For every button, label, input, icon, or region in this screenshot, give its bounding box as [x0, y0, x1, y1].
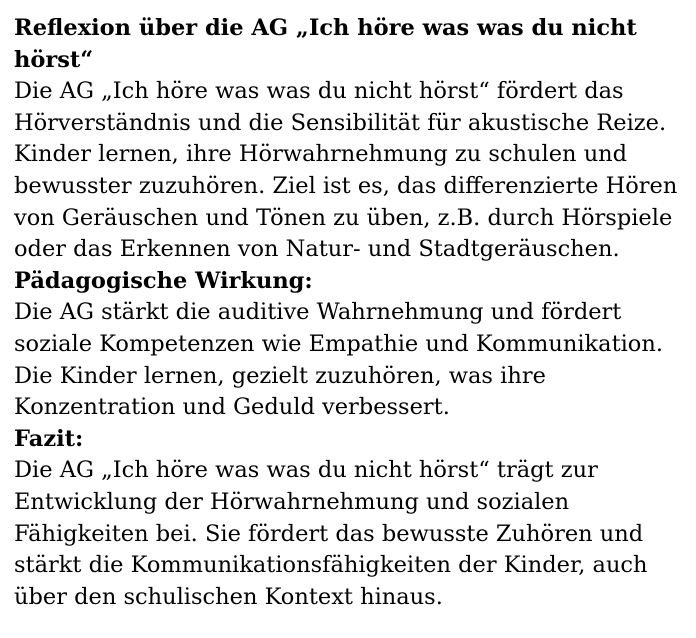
text-line: oder das Erkennen von Natur- und Stadtgeräuschen. [14, 236, 620, 263]
text-line: Kinder lernen, ihre Hörwahrnehmung zu schulen und [14, 141, 628, 168]
title-line: Reflexion über die AG „Ich höre was was du nicht [14, 15, 637, 41]
text-line: von Geräuschen und Tönen zu üben, z.B. durch Hörspiele [14, 204, 673, 231]
section-heading-paedagogische-wirkung [14, 266, 690, 298]
text-line: soziale Kompetenzen wie Empathie und Kommunikation. [14, 330, 663, 357]
text-line: Die AG stärkt die auditive Wahrnehmung und fördert [14, 299, 622, 326]
text-line: Hörverständnis und die Sensibilität für akustische Reize. [14, 109, 667, 136]
text-line: Fähigkeiten bei. Sie fördert das bewusste Zuhören und [14, 520, 644, 547]
intro-paragraph [14, 76, 690, 266]
section-heading-text: Fazit: [14, 425, 84, 452]
text-line: Die AG „Ich höre was was du nicht hörst“ fördert das [14, 78, 624, 105]
fazit-paragraph [14, 455, 690, 613]
title-line: hörst“ [14, 46, 94, 73]
section-heading-fazit [14, 424, 690, 456]
text-line: über den schulischen Kontext hinaus. [14, 583, 443, 610]
document-title [14, 13, 690, 76]
document-body [14, 13, 690, 613]
text-line: stärkt die Kommunikationsfähigkeiten der Kinder, auch [14, 552, 648, 579]
text-line: Entwicklung der Hörwahrnehmung und sozialen [14, 488, 570, 515]
text-line: bewusster zuzuhören. Ziel ist es, das differenzierte Hören [14, 172, 678, 199]
text-line: Die Kinder lernen, gezielt zuzuhören, was ihre [14, 362, 546, 389]
text-line: Konzentration und Geduld verbessert. [14, 394, 450, 421]
section-heading-text: Pädagogische Wirkung: [14, 267, 313, 294]
paedagogische-wirkung-paragraph [14, 297, 690, 423]
text-line: Die AG „Ich höre was was du nicht hörst“ trägt zur [14, 457, 598, 484]
